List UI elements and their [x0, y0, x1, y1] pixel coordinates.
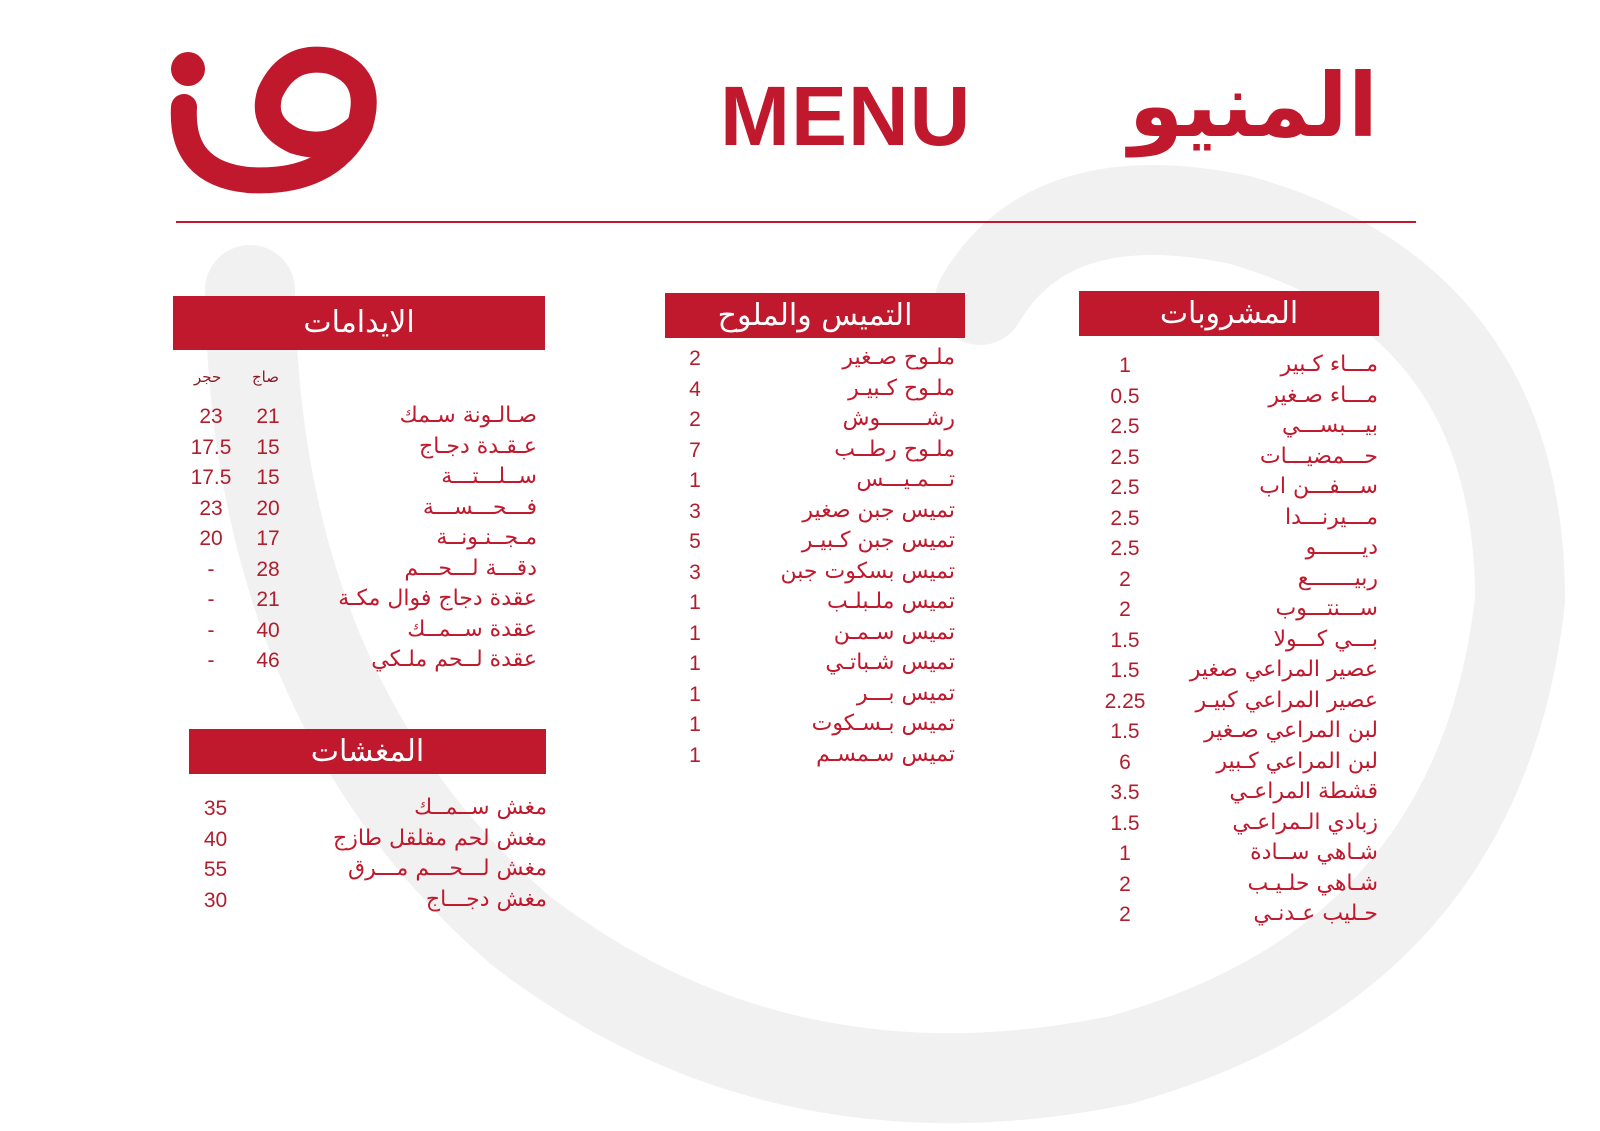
drinks-item-name: ديـــــــو	[1305, 535, 1378, 560]
tamees-item-price: 1	[689, 652, 701, 675]
drinks-item-name: حـــمضيـــات	[1259, 443, 1378, 469]
drinks-item-price: 1.5	[1110, 628, 1140, 652]
tamees-item-price: 3	[689, 499, 701, 523]
mughashat-item-name: مغش ســمــك	[414, 795, 547, 820]
drinks-item-price: 1.5	[1110, 811, 1140, 835]
drinks-item-name: لبن المراعي صـغير	[1204, 718, 1378, 743]
header-divider	[176, 221, 1416, 223]
drinks-item-name: ســـنتـــوب	[1275, 596, 1378, 621]
drinks-item-price: 3.5	[1110, 781, 1140, 804]
idamat-item-sah: 20	[256, 496, 280, 520]
mughashat-title: المغشات	[310, 733, 425, 769]
idamat-item-hajar: 20	[199, 527, 223, 550]
drinks-item-price: 0.5	[1110, 384, 1140, 408]
idamat-item-hajar: 23	[199, 405, 223, 428]
mughashat-item-price: 35	[203, 797, 228, 820]
drinks-item-price: 2	[1119, 903, 1131, 926]
tamees-item-price: 1	[689, 682, 701, 706]
mughashat-item-name: مغش لحم مقلقل طازج	[333, 825, 547, 851]
idamat-item-hajar: -	[207, 618, 215, 642]
idamat-item-hajar: -	[207, 588, 215, 611]
idamat-item-name: دقـــة لـــحـــم	[404, 555, 537, 581]
idamat-item-name: عـقـدة دجـاج	[419, 433, 537, 459]
drinks-item-name: مـــيرنـــدا	[1284, 504, 1378, 530]
brand-logo	[170, 45, 390, 195]
tamees-item-price: 1	[689, 621, 701, 645]
idamat-item-sah: 28	[256, 557, 280, 581]
idamat-item-name: عقدة ســمــك	[407, 616, 537, 642]
menu-title-en: MENU	[720, 69, 972, 163]
mughashat-header	[189, 729, 546, 774]
drinks-item-name: ســـفـــن اب	[1259, 474, 1378, 499]
mughashat-item-price: 40	[203, 827, 228, 851]
idamat-item-hajar: -	[207, 649, 215, 672]
tamees-item-name: تميس بـسـكوت	[811, 711, 955, 736]
drinks-item-name: ربيـــــــع	[1297, 565, 1378, 591]
tamees-item-name: تميس بـــر	[856, 680, 955, 706]
idamat-item-sah: 21	[256, 405, 280, 428]
tamees-item-name: تـــمـيـــس	[856, 467, 955, 492]
tamees-item-price: 1	[689, 743, 701, 767]
tamees-item-price: 1	[689, 469, 701, 492]
tamees-item-price: 4	[689, 377, 701, 401]
mughashat-item-price: 30	[203, 888, 228, 912]
tamees-item-name: تميس سـمسـم	[816, 741, 955, 767]
drinks-item-price: 2	[1119, 567, 1131, 591]
mughashat-item-price: 55	[203, 858, 228, 881]
idamat-item-hajar: 23	[199, 496, 223, 520]
tamees-item-name: تميس جبن صغير	[802, 497, 955, 523]
tamees-item-price: 2	[689, 408, 701, 431]
drinks-item-name: بيـــبســـي	[1281, 413, 1378, 438]
tamees-item-name: ملـوح صـغير	[842, 345, 955, 370]
idamat-item-hajar: 17.5	[190, 466, 232, 489]
drinks-item-name: شـاهي حلـيـب	[1247, 870, 1378, 896]
drinks-item-name: عصير المراعي صغير	[1189, 657, 1378, 682]
drinks-item-price: 2.5	[1110, 506, 1140, 530]
tamees-item-name: ملـوح رطــب	[834, 436, 955, 462]
idamat-item-name: مـجــنـونــة	[436, 525, 537, 550]
mughashat-item-name: مغش لـــحـــم مـــرق	[348, 856, 547, 881]
drinks-item-name: بـــي كـــولا	[1273, 626, 1378, 652]
tamees-item-price: 3	[689, 560, 701, 584]
drinks-item-price: 2.5	[1110, 445, 1140, 469]
menu-title-ar: المنيو	[1128, 54, 1378, 157]
idamat-item-sah: 46	[256, 649, 280, 672]
tamees-item-name: تميس بسكوت جبن	[780, 558, 955, 584]
idamat-item-sah: 21	[256, 588, 280, 611]
tamees-item-name: ملـوح كـبيـر	[848, 375, 955, 401]
drinks-item-price: 6	[1119, 750, 1131, 774]
drinks-item-price: 2.5	[1110, 415, 1140, 438]
drinks-item-price: 2	[1119, 872, 1131, 896]
drinks-title: المشروبات	[1159, 295, 1299, 331]
drinks-item-price: 1.5	[1110, 720, 1140, 743]
tamees-item-price: 2	[689, 347, 701, 370]
tamees-item-price: 7	[689, 438, 701, 462]
drinks-item-price: 1	[1119, 842, 1131, 865]
drinks-header	[1079, 291, 1379, 336]
idamat-item-name: عقدة دجاج فوال مكـة	[338, 586, 537, 611]
tamees-item-price: 1	[689, 591, 701, 614]
drinks-item-price: 2.5	[1110, 476, 1140, 499]
tamees-item-name: رشـــــــوش	[842, 406, 955, 431]
idamat-item-sah: 40	[256, 618, 280, 642]
drinks-item-name: شـاهي ســادة	[1250, 840, 1378, 865]
drinks-item-price: 2.25	[1104, 689, 1146, 713]
idamat-item-name: عقدة لــحم ملـكي	[371, 647, 537, 672]
idamat-title: الايدامات	[303, 305, 415, 340]
drinks-item-name: عصير المراعي كبيـر	[1195, 687, 1378, 713]
idamat-item-hajar: 17.5	[190, 435, 232, 459]
drinks-item-name: مـــاء كـبير	[1280, 352, 1378, 377]
drinks-item-price: 2	[1119, 598, 1131, 621]
idamat-item-sah: 15	[256, 466, 280, 489]
idamat-item-sah: 17	[256, 527, 280, 550]
drinks-item-name: لبن المراعي كـبير	[1216, 748, 1378, 774]
drinks-item-name: مـــاء صـغير	[1268, 382, 1378, 408]
drinks-item-name: زبادي الـمراعـي	[1232, 809, 1378, 835]
idamat-header	[173, 296, 545, 350]
idamat-item-name: فـــحـــســـة	[422, 494, 537, 520]
col-hajar-label: حجر	[194, 368, 222, 386]
tamees-item-name: تميس جبن كـبيـر	[801, 528, 955, 553]
tamees-item-price: 5	[689, 530, 701, 553]
idamat-item-name: صـالـونة سـمك	[399, 403, 537, 428]
tamees-title: التميس والملوح	[717, 297, 913, 333]
drinks-item-price: 1	[1119, 354, 1131, 377]
tamees-header	[665, 293, 965, 338]
drinks-item-name: حـليب عـدنـي	[1253, 901, 1378, 926]
tamees-item-price: 1	[689, 713, 701, 736]
drinks-item-price: 1.5	[1110, 659, 1140, 682]
idamat-item-sah: 15	[256, 435, 280, 459]
tamees-item-name: تميس شـباتـي	[825, 650, 955, 675]
tamees-item-name: تميس ملـبلـب	[826, 589, 955, 614]
col-sah-label: صاج	[252, 368, 279, 386]
tamees-item-name: تميس سـمـن	[833, 619, 955, 645]
drinks-item-name: قشطة المراعـي	[1229, 779, 1378, 804]
mughashat-item-name: مغش دجـــاج	[425, 886, 547, 912]
idamat-item-hajar: -	[207, 557, 215, 581]
drinks-item-price: 2.5	[1110, 537, 1140, 560]
idamat-item-name: ســلـــتـــة	[441, 464, 537, 489]
